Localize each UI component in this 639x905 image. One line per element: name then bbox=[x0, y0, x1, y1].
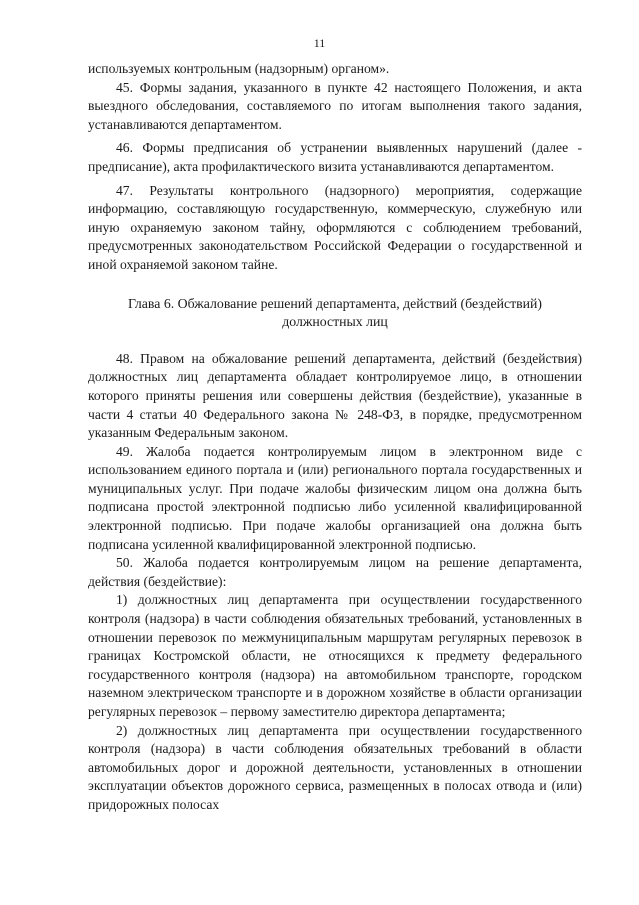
page-number: 11 bbox=[313, 36, 326, 50]
paragraph-continuation: используемых контрольным (надзорным) органом». bbox=[88, 61, 390, 76]
list-item-2: 2) должностных лиц департамента при осуществлении государственного контроля (надзора) в части соблюдения обязательных требований в области автомобильных дорог и дорожной деятельности, установленных в отношении эксплуатации объектов дорожного сервиса, размещенных в полосах отвода и (или) придорожных полосах bbox=[88, 722, 582, 812]
paragraph-49: 49. Жалоба подается контролируемым лицом в электронном виде с использованием единого портала и (или) регионального портала государственных и муниципальных услуг. При подаче жалобы физическим лицом она должна быть подписана простой электронной подписью либо усиленной квалифицированной электронной подписью. При подаче жалобы организацией она должна быть подписана усиленной квалифицированной электронной подписью. bbox=[88, 443, 582, 552]
chapter-title: Глава 6. Обжалование решений департамента, действий (бездействий) должностных лиц bbox=[127, 295, 543, 330]
paragraph-48: 48. Правом на обжалование решений департамента, действий (бездействия) должностных лиц департамента обладает контролируемое лицо, в отношении которого приняты решения или совершены действия (бездействие), указанные в части 4 статьи 40 Федерального закона № 248-ФЗ, в порядке, предусмотренном указанным Федеральным законом. bbox=[88, 350, 582, 441]
paragraph-47: 47. Результаты контрольного (надзорного) мероприятия, содержащие информацию, составляющую государственную, коммерческую, служебную или иную охраняемую законом тайну, оформляются с соблюдением требований, предусмотренных законодательством Российской Федерации о государственной и иной охраняемой законом тайне. bbox=[88, 182, 582, 272]
paragraph-45: 45. Формы задания, указанного в пункте 42 настоящего Положения, и акта выездного обследования, составляемого по итогам выполнения такого задания, устанавливаются департаментом. bbox=[88, 79, 582, 132]
paragraph-50: 50. Жалоба подается контролируемым лицом на решение департамента, действия (бездействие): bbox=[88, 555, 582, 589]
paragraph-46: 46. Формы предписания об устранении выявленных нарушений (далее - предписание), акта профилактического визита устанавливаются департаментом. bbox=[88, 140, 582, 174]
list-item-1: 1) должностных лиц департамента при осуществлении государственного контроля (надзора) в части соблюдения обязательных требований, установленных в отношении перевозок по межмуниципальным маршрутам регулярных перевозок в границах Костромской области, не относящихся к предмету федерального государственного контроля (надзора) на автомобильном транспорте, городском наземном электрическом транспорте и в дорожном хозяйстве в области организации регулярных перевозок – первому заместителю директора департамента; bbox=[88, 592, 582, 719]
document-body bbox=[88, 60, 582, 815]
